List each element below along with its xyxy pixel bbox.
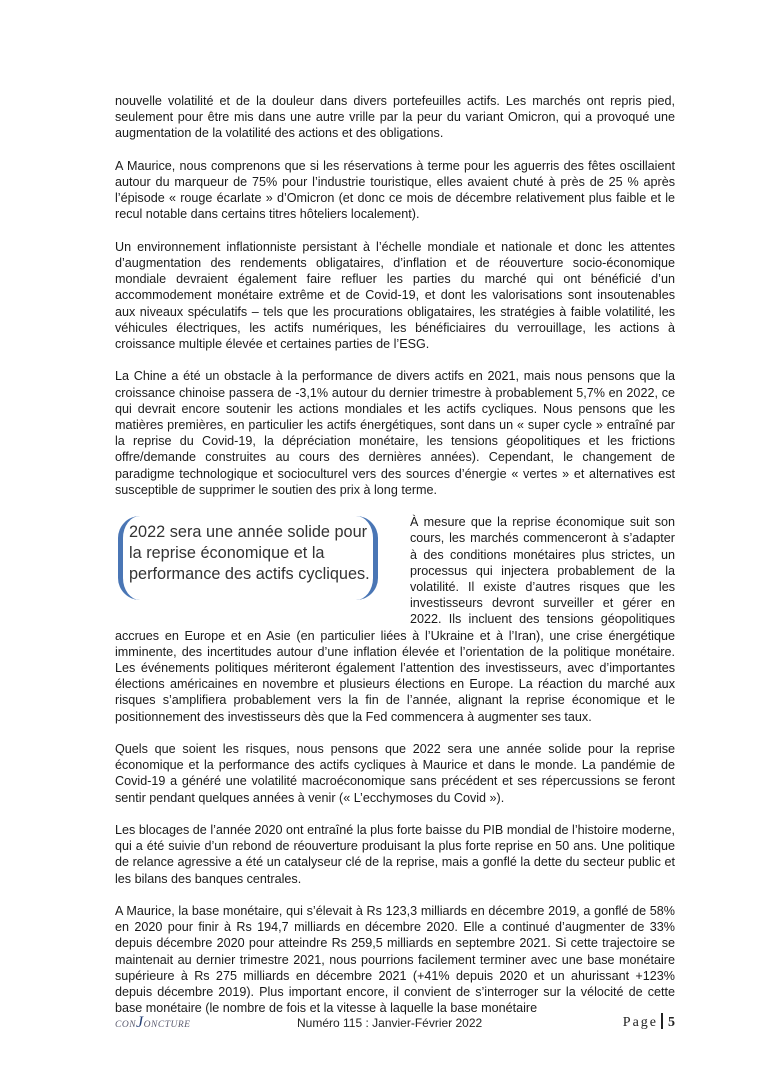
paragraph-8: A Maurice, la base monétaire, qui s’élevait à Rs 123,3 milliards en décembre 2019, a gonflé de 58% en 2020 pour finir à Rs 194,7 milliards en décembre 2020. Elle a continué d’augmenter de 33% depuis décembre 2020 pour atteindre Rs 259,5 milliards en septembre 2021. Si cette trajectoire se maintenait au dernier trimestre 2021, nous pourrions facilement terminer avec une base monétaire supérieure à Rs 275 milliards en décembre 2021 (+41% depuis 2020 et un ahurissant +123% depuis décembre 2019). Plus important encore, il convient de s’interroger sur la vélocité de cette base monétaire (le nombre de fois et la vitesse à laquelle la base monétaire — [115, 904, 675, 1016]
paragraph-5: À mesure que la reprise économique suit son cours, les marchés commenceront à s’adapter à des conditions monétaires plus strictes, un processus qui injectera probablement de la volatilité. Il existe d’autres risques que les investisseurs devront surveiller et gérer en 2022. Ils incluent des tensions géopolitiques accrues en Europe et en Asie (en particulier liées à l’Ukraine et à l’Iran), une crise énergétique imminente, des incertitudes autour d’une inflation élevée et l’orientation de la politique monétaire. Les événements politiques mériteront également l’attention des investisseurs, avec d’importantes élections américaines en novembre et plusieurs élections en Europe. La réaction du marché aux risques s’amplifiera probablement vers la fin de l’année, alignant la reprise économique et le positionnement des investisseurs dès que la Fed commencera à augmenter ses taux. — [115, 515, 675, 724]
paragraph-3: Un environnement inflationniste persistant à l’échelle mondiale et nationale et donc les attentes d’augmentation des rendements obligataires, d’inflation et de réouverture socio-économique mondiale devraient également faire refluer les parties du marché qui ont bénéficié d’un accommodement monétaire extrême et de Covid-19, et dont les valorisations sont insoutenables aux niveaux spéculatifs – tels que les procurations obligataires, les stratégies à faible volatilité, les véhicules électriques, les actifs numériques, les bénéficiaires du verrouillage, les actions à croissance multiple élevée et certaines parties de l’ESG. — [115, 239, 675, 352]
article-body — [115, 93, 675, 1016]
paragraph-7: Les blocages de l’année 2020 ont entraîné la plus forte baisse du PIB mondial de l’histoire moderne, qui a été suivie d’un rebond de réouverture produisant la plus forte reprise en 50 ans. Une politique de relance agressive a été un catalyseur clé de la reprise, mais a gonflé la dette du secteur public et les bilans des banques centrales. — [115, 823, 675, 886]
page-number: Page 5 — [622, 1015, 675, 1030]
page-footer — [115, 1010, 675, 1036]
paragraph-2: A Maurice, nous comprenons que si les réservations à terme pour les aguerris des fêtes oscillaient autour du marqueur de 75% pour l’industrie touristique, elles avaient chuté à près de 25 % après l’épisode « rouge écarlate » d’Omicron (et donc ce mois de décembre relativement plus faible et le recul notable dans certains titres hôteliers localement). — [115, 158, 675, 222]
pullquote: 2022 sera une année solide pour la reprise économique et la performance des actifs cycliques. — [129, 523, 370, 584]
conjoncture-logo: CONJONCTURE — [115, 1014, 191, 1031]
paragraph-1: nouvelle volatilité et de la douleur dans divers portefeuilles actifs. Les marchés ont repris pied, seulement pour être mis dans une autre vrille par la peur du variant Omicron, qui a provoqué une augmentation de la volatilité des actions et des obligations. — [115, 94, 675, 141]
paragraph-4: La Chine a été un obstacle à la performance de divers actifs en 2021, mais nous pensons que la croissance chinoise passera de -3,1% autour du dernier trimestre à probablement 5,7% en 2022, ce qui devrait encore soutenir les actions mondiales et les actifs cycliques. Nous pensons que les matières premières, en particulier les actifs énergétiques, sont dans un « super cycle » entraîné par la reprise du Covid-19, la dépréciation monétaire, les tensions géopolitiques et les frictions offre/demande construites au cours des dernières années). Cependant, le changement de paradigme technologique et socioculturel vers des sources d’énergie « vertes » et alternatives est susceptible de supprimer le soutien des prix à long terme. — [115, 369, 675, 497]
paragraph-6: Quels que soient les risques, nous pensons que 2022 sera une année solide pour la reprise économique et la performance des actifs cycliques à Maurice et dans le monde. La pandémie de Covid-19 a généré une volatilité macroéconomique sans précédent et ses répercussions se feront sentir pendant quelques années à venir (« L’ecchymoses du Covid »). — [115, 742, 675, 805]
pullquote-wrap — [115, 514, 400, 614]
issue-label: Numéro 115 : Janvier-Février 2022 — [297, 1016, 483, 1030]
